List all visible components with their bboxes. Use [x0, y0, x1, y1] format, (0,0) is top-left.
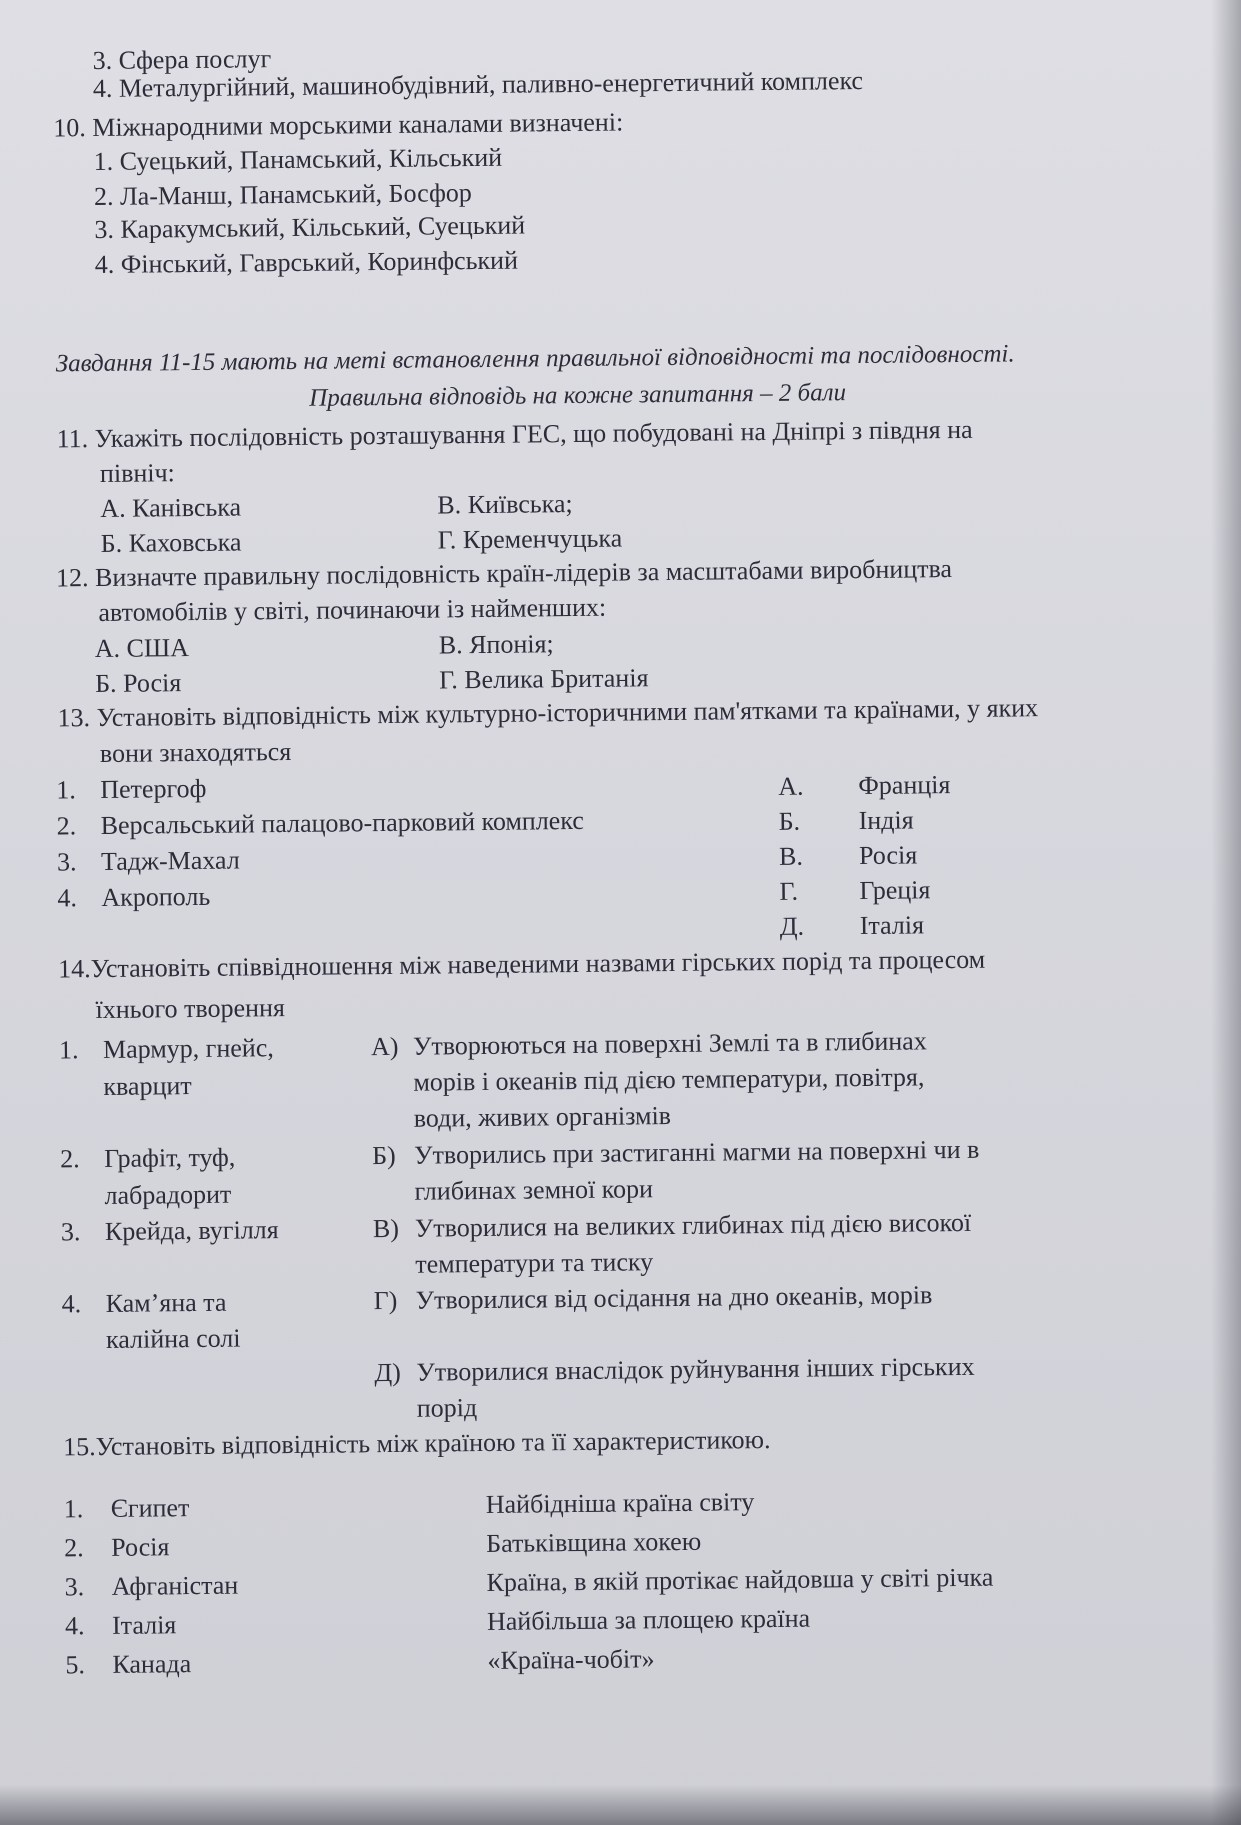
q11-option-g: Г. Кременчуцька [437, 523, 623, 555]
q13-right-letter: Г. [779, 876, 799, 906]
q15-left-num: 3. [64, 1572, 85, 1602]
q13-right-letter: Б. [778, 806, 801, 836]
q12-option-a: А. США [94, 633, 190, 664]
q15-left-item: Афганістан [111, 1570, 239, 1601]
q13-left-item: Акрополь [101, 881, 211, 912]
q14-left-num: 3. [60, 1217, 81, 1247]
q11-question-line-1: 11. Укажіть послідовність розташування ГЕС, що побудовані на Дніпрі з півдня на [56, 414, 973, 454]
q15-left-item: Італія [111, 1610, 177, 1640]
q12-option-g: Г. Велика Британія [438, 663, 649, 695]
section-heading-line-2: Правильна відповідь на кожне запитання – 2 бали [309, 379, 847, 412]
q15-question: 15.Установіть відповідність між країною та її характеристикою. [63, 1425, 771, 1462]
q14-right-item: Утворилися внаслідок руйнування інших гірських [416, 1351, 975, 1387]
q13-left-item: Версальський палацово-парковий комплекс [100, 805, 584, 840]
q13-right-letter: В. [778, 841, 804, 871]
q10-question: 10. Міжнародними морськими каналами визначені: [53, 107, 624, 143]
q13-right-item: Греція [859, 875, 931, 906]
q15-left-item: Росія [111, 1532, 170, 1562]
q13-question-line-2: вони знаходяться [99, 736, 292, 768]
q14-left-item: Мармур, гнейс, [102, 1033, 274, 1064]
q12-question-line-1: 12. Визначте правильну послідовність країн-лідерів за масштабами виробництва [55, 554, 953, 593]
q11-option-a: А. Канівська [100, 492, 242, 523]
q15-right-item: Батьківщина хокею [486, 1526, 702, 1558]
q13-left-num: 3. [56, 847, 77, 877]
q13-right-item: Індія [858, 805, 914, 836]
q13-right-letter: А. [778, 771, 804, 801]
q14-left-item: Графіт, туф, [103, 1142, 236, 1173]
q13-right-item: Франція [858, 770, 951, 801]
q14-right-item: морів і океанів під дією температури, повітря, [413, 1062, 925, 1097]
q15-left-num: 1. [63, 1494, 84, 1524]
q14-right-item: Утворились при застиганні магми на поверхні чи в [413, 1134, 980, 1170]
q15-left-num: 5. [65, 1650, 86, 1680]
q14-left-item: лабрадорит [104, 1179, 232, 1210]
q10-option-3: 3. Каракумський, Кільський, Суецький [94, 210, 526, 245]
q13-left-item: Тадж-Махал [100, 845, 240, 876]
q14-right-letter: В) [372, 1213, 400, 1244]
q14-question-line-1: 14.Установіть співвідношення між наведеними назвами гірських порід та процесом [57, 944, 986, 984]
q14-left-num: 2. [59, 1144, 80, 1174]
q14-left-item: кварцит [103, 1071, 192, 1101]
q14-left-item: Кам’яна та [105, 1287, 227, 1318]
q11-option-b: Б. Каховська [100, 527, 242, 558]
q14-right-item: температури та тиску [415, 1247, 654, 1279]
q12-option-b: Б. Росія [95, 668, 182, 699]
q13-left-num: 1. [56, 775, 76, 805]
q9-option-4: 4. Металургійний, машинобудівний, паливно-енергетичний комплекс [92, 65, 864, 104]
q13-left-num: 2. [56, 811, 77, 841]
q13-left-num: 4. [57, 883, 78, 913]
q10-option-4: 4. Фінський, Гаврський, Коринфський [94, 245, 519, 280]
q14-right-item: Утворилися від осідання на дно океанів, морів [415, 1280, 933, 1315]
q11-question-line-2: північ: [99, 458, 175, 488]
q14-left-num: 1. [58, 1035, 79, 1065]
q14-left-num: 4. [61, 1289, 82, 1319]
q15-right-item: Країна, в якій протікає найдовша у світі річка [486, 1562, 994, 1597]
q15-left-item: Канада [112, 1649, 192, 1679]
q14-right-letter: Д) [374, 1357, 401, 1388]
page-edge-shadow [1211, 0, 1241, 1825]
q14-left-item: Крейда, вугілля [104, 1215, 279, 1246]
q12-option-v: В. Японія; [438, 629, 554, 660]
q14-right-letter: А) [370, 1031, 399, 1062]
q13-left-item: Петергоф [100, 773, 207, 804]
q13-right-item: Росія [858, 840, 918, 871]
q9-option-3: 3. Сфера послуг [92, 44, 272, 76]
q11-option-v: В. Київська; [437, 489, 573, 520]
q15-left-num: 2. [64, 1533, 84, 1563]
section-heading-line-1: Завдання 11-15 мають на меті встановлення правильної відповідності та послідовності. [55, 340, 1015, 378]
q13-right-letter: Д. [779, 911, 805, 941]
q15-left-item: Єгипет [110, 1493, 190, 1523]
q14-right-item: Утворюються на поверхні Землі та в глибинах [412, 1026, 927, 1061]
q15-left-num: 4. [64, 1611, 85, 1641]
q14-right-letter: Б) [371, 1140, 396, 1171]
q15-right-item: Найбільша за площею країна [486, 1603, 811, 1636]
q14-right-item: глибинах земної кори [414, 1174, 654, 1206]
q14-right-item: Утворилися на великих глибинах під дією високої [414, 1207, 972, 1243]
q15-right-item: Найбідніша країна світу [485, 1487, 755, 1519]
q14-right-item: води, живих організмів [413, 1101, 672, 1133]
q10-option-1: 1. Суецький, Панамський, Кільський [93, 142, 503, 177]
q15-right-item: «Країна-чобіт» [487, 1644, 655, 1675]
q14-right-letter: Г) [373, 1285, 398, 1316]
q14-right-item: порід [416, 1393, 478, 1423]
q13-right-item: Італія [859, 910, 925, 941]
q14-question-line-2: їхнього творення [95, 993, 286, 1025]
page-bottom-shadow [0, 1785, 1241, 1825]
q14-left-item: калійна солі [105, 1323, 241, 1354]
q10-option-2: 2. Ла-Манш, Панамський, Босфор [93, 178, 472, 212]
q13-question-line-1: 13. Установіть відповідність між культурно-історичними пам'ятками та країнами, у яких [57, 693, 1039, 733]
q12-question-line-2: автомобілів у світі, починаючи із найменших: [98, 592, 607, 628]
